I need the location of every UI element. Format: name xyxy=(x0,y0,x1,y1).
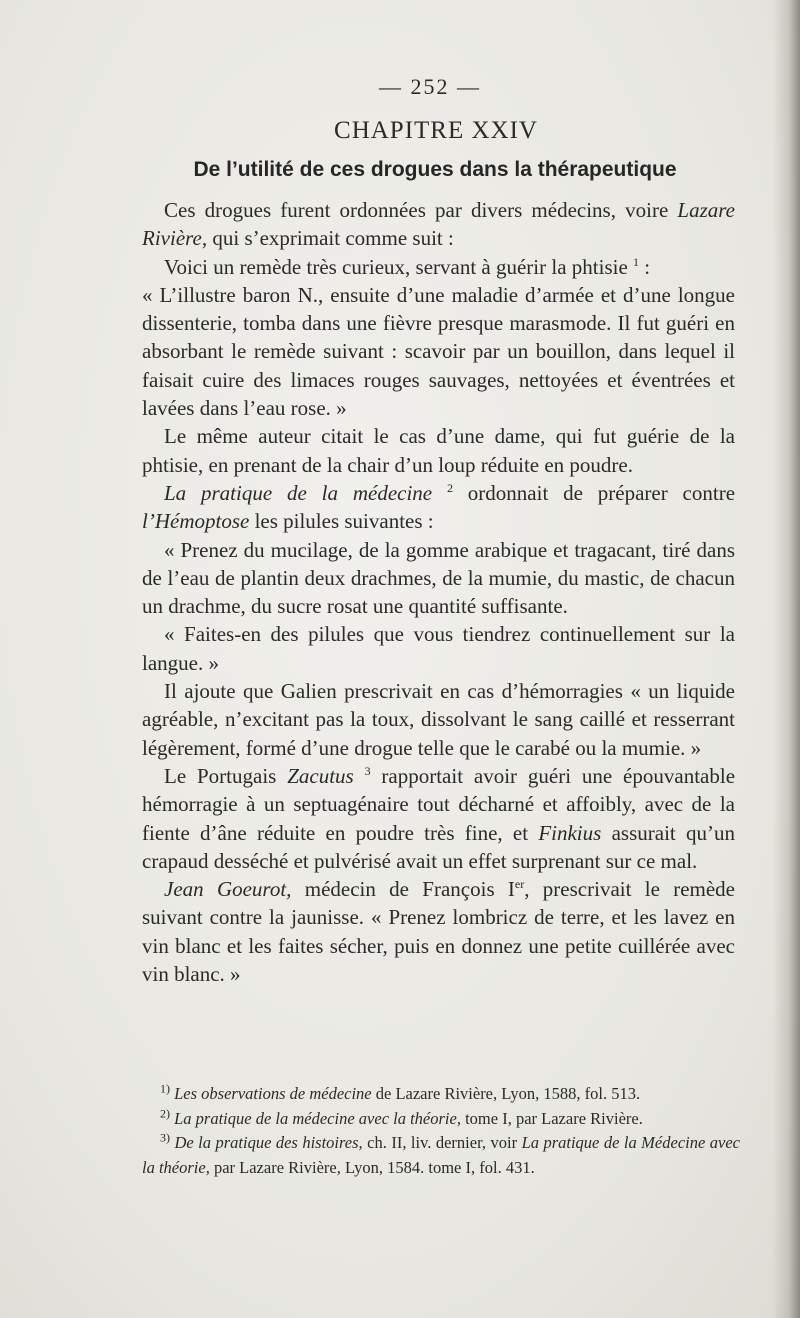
paragraph-5: La pratique de la médecine $^2$ ordonnait de préparer contre l’Hémoptose les pilules suivantes : xyxy=(142,480,736,534)
page-number: — 252 — xyxy=(379,74,481,99)
author-zacutus: Zacutus xyxy=(287,763,354,788)
work-title: La pratique de la médecine xyxy=(164,480,433,505)
author-goeurot: Jean Goeurot, xyxy=(164,877,292,902)
footnote-ref-3: 3 xyxy=(364,763,371,778)
paragraph-6: « Prenez du mucilage, de la gomme arabique et tragacant, tiré dans de l’eau de plantin deux drachmes, de la mumie, du mastic, de chacun un drachme, du sucre rosat une quantité suffisante. xyxy=(142,537,735,619)
paragraph-1: Ces drogues furent ordonnées par divers médecins, voire Lazare Rivière, qui s’exprimait comme suit : xyxy=(142,198,735,251)
author-finkius: Finkius xyxy=(538,820,602,845)
paragraph-2: Voici un remède très curieux, servant à guérir la phtisie $^1$ : xyxy=(164,254,651,279)
paragraph-4: Le même auteur citait le cas d’une dame, qui fut guérie de la phtisie, en prenant de la chair d’un loup réduite en poudre. xyxy=(142,424,735,477)
chapter-title: CHAPITRE XXIV xyxy=(334,117,538,144)
paragraph-7: « Faites-en des pilules que vous tiendrez continuellement sur la langue. » xyxy=(142,622,735,675)
chapter-heading: De l’utilité de ces drogues dans la thérapeutique xyxy=(193,158,677,181)
body-text xyxy=(142,196,735,988)
footnote-2: $^{2)}$ La pratique de la médecine avec la théorie, tome I, par Lazare Rivière. xyxy=(160,1106,643,1128)
paragraph-3: « L’illustre baron N., ensuite d’une maladie d’armée et d’une longue dissenterie, tomba dans une fièvre presque marasmode. Il fut guéri en absorbant le remède suivant : scavoir par un bouillon, dans lequel il faisait cuire des limaces rouges sauvages, nettoyées et éventrées et lavées dans l’eau rose. » xyxy=(142,282,735,421)
work-title-2: l’Hémoptose xyxy=(142,509,250,534)
author-name: Lazare Rivière, xyxy=(142,198,735,251)
paragraph-8: Il ajoute que Galien prescrivait en cas d’hémorragies « un liquide agréable, n’excitant pas la toux, dissolvant le sang caillé et resserrant légèrement, formé d’une drogue telle que le carabé ou la mumie. » xyxy=(142,679,735,760)
paragraph-10: Jean Goeurot, médecin de François Ier, prescrivait le remède suivant contre la jaunisse. « Prenez lombricz de terre, et les lavez en vin blanc et les faites sécher, puis en donnez une petite cuillérée avec vin blanc. » xyxy=(142,877,735,987)
footnote-ref-1: 1 xyxy=(633,254,640,269)
page-edge-shadow xyxy=(772,0,800,1318)
footnote-3: $^{3)}$ De la pratique des histoires, ch. II, liv. dernier, voir La pratique de la Médecine avec la théorie, par Lazare Rivière, Lyon, 1584. tome I, fol. 431. xyxy=(142,1130,740,1177)
paragraph-9: Le Portugais Zacutus $^3$ rapportait avoir guéri une épouvantable hémorragie à un septuagénaire tout décharné et affoibly, avec de la fiente d’âne réduite en poudre très fine, et Finkius assurait qu’un crapaud desséché et pulvérisé avait un effet surprenant sur ce mal. xyxy=(142,763,736,873)
footnote-1: $^{1)}$ Les observations de médecine de Lazare Rivière, Lyon, 1588, fol. 513. xyxy=(160,1081,641,1103)
footnotes xyxy=(142,1082,740,1180)
footnote-ref-2: 2 xyxy=(446,480,453,495)
